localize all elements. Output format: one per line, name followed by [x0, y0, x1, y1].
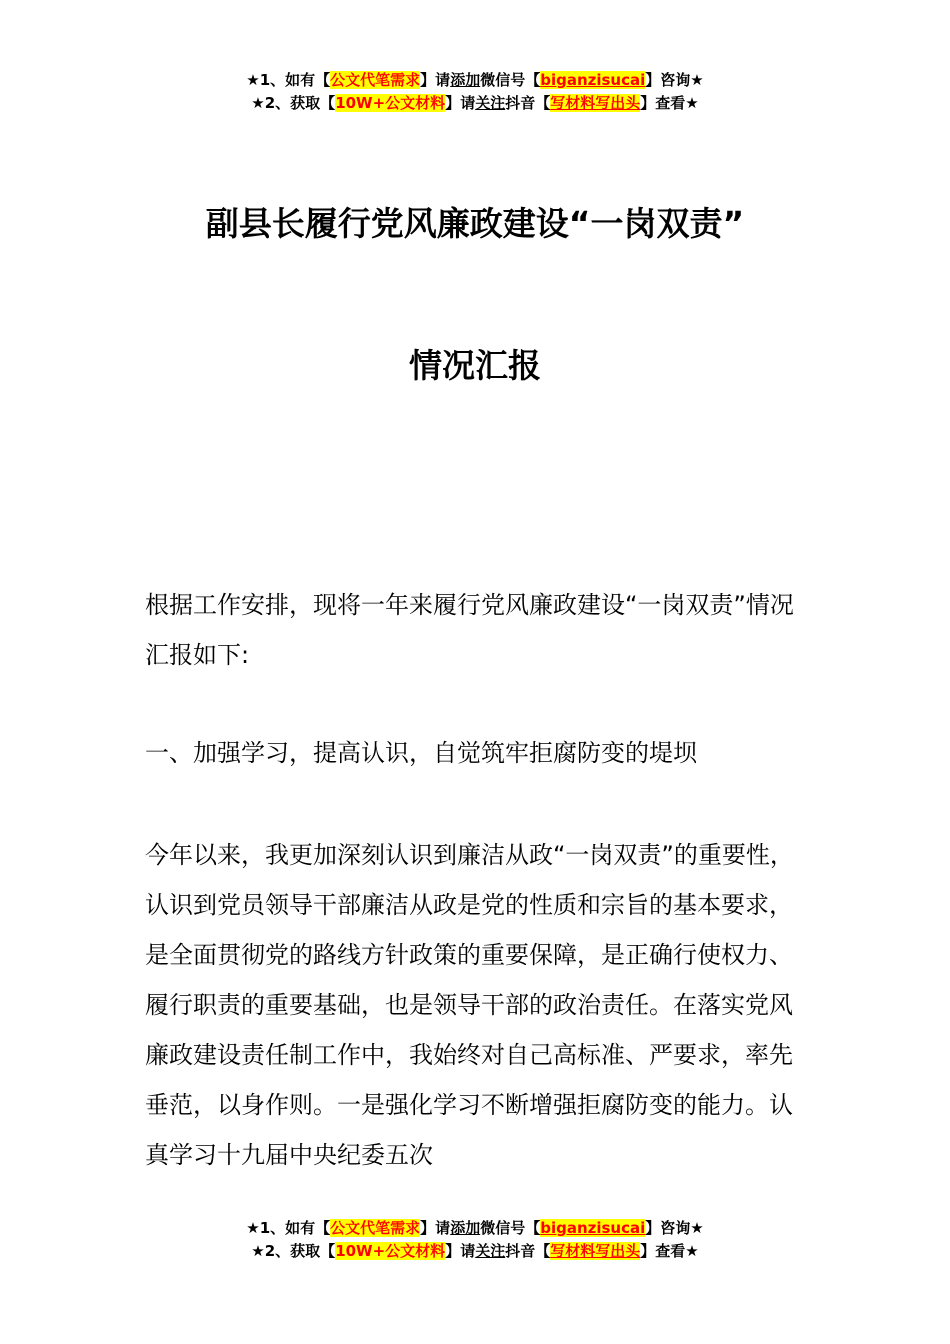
follow-underlined: 关注 [475, 94, 506, 112]
section-1-heading [145, 728, 810, 778]
material-highlight: 10W+公文材料 [335, 1242, 446, 1260]
banner-text: ★1、如有【 [246, 71, 331, 89]
banner-line-2 [0, 92, 950, 115]
wechat-id-highlight: biganzisucai [540, 71, 646, 89]
banner-line-1 [0, 69, 950, 92]
paragraph-text: 今年以来，我更加深刻认识到廉洁从政“一岗双责”的重要性，认识到党员领导干部廉洁从政是党的性质和宗旨的基本要求，是全面贯彻党的路线方针政策的重要保障，是正确行使权力、履行职责的重要基础，也是领导干部的政治责任。在落实党风廉政建设责任制工作中，我始终对自己高标准、严要求，率先垂范，以身作则。一是强化学习不断增强拒腐防变的能力。认真学习十九届中央纪委五次 [145, 841, 794, 1169]
banner-text: 抖音【 [505, 94, 551, 112]
add-underlined: 添加 [450, 1219, 481, 1237]
banner-text: 】请 [445, 94, 476, 112]
banner-text: 】查看★ [640, 1242, 699, 1260]
section-1-paragraph [145, 830, 810, 1180]
banner-text: 】查看★ [640, 94, 699, 112]
intro-paragraph [145, 580, 810, 680]
material-highlight: 10W+公文材料 [335, 94, 446, 112]
banner-text: 】请 [420, 71, 451, 89]
document-title-line-2: 情况汇报 [409, 346, 541, 385]
service-highlight: 公文代笔需求 [330, 1219, 421, 1237]
wechat-id-highlight: biganzisucai [540, 1219, 646, 1237]
document-title-line-1: 副县长履行党风廉政建设“一岗双责” [205, 204, 745, 243]
douyin-name-highlight: 写材料写出头 [550, 94, 641, 112]
section-heading-text: 一、加强学习，提高认识，自觉筑牢拒腐防变的堤坝 [145, 739, 697, 767]
banner-text: 抖音【 [505, 1242, 551, 1260]
intro-text: 根据工作安排，现将一年来履行党风廉政建设“一岗双责”情况汇报如下: [145, 591, 794, 669]
banner-line-1 [0, 1217, 950, 1240]
service-highlight: 公文代笔需求 [330, 71, 421, 89]
add-underlined: 添加 [450, 71, 481, 89]
banner-text: 】请 [445, 1242, 476, 1260]
banner-text: 】咨询★ [645, 1219, 704, 1237]
banner-text: 】咨询★ [645, 71, 704, 89]
banner-text: 微信号【 [480, 71, 541, 89]
banner-line-2 [0, 1240, 950, 1263]
footer-banner [0, 1217, 950, 1263]
banner-text: ★2、获取【 [251, 94, 336, 112]
douyin-name-highlight: 写材料写出头 [550, 1242, 641, 1260]
banner-text: ★2、获取【 [251, 1242, 336, 1260]
follow-underlined: 关注 [475, 1242, 506, 1260]
banner-text: 】请 [420, 1219, 451, 1237]
banner-text: 微信号【 [480, 1219, 541, 1237]
header-banner [0, 69, 950, 115]
banner-text: ★1、如有【 [246, 1219, 331, 1237]
